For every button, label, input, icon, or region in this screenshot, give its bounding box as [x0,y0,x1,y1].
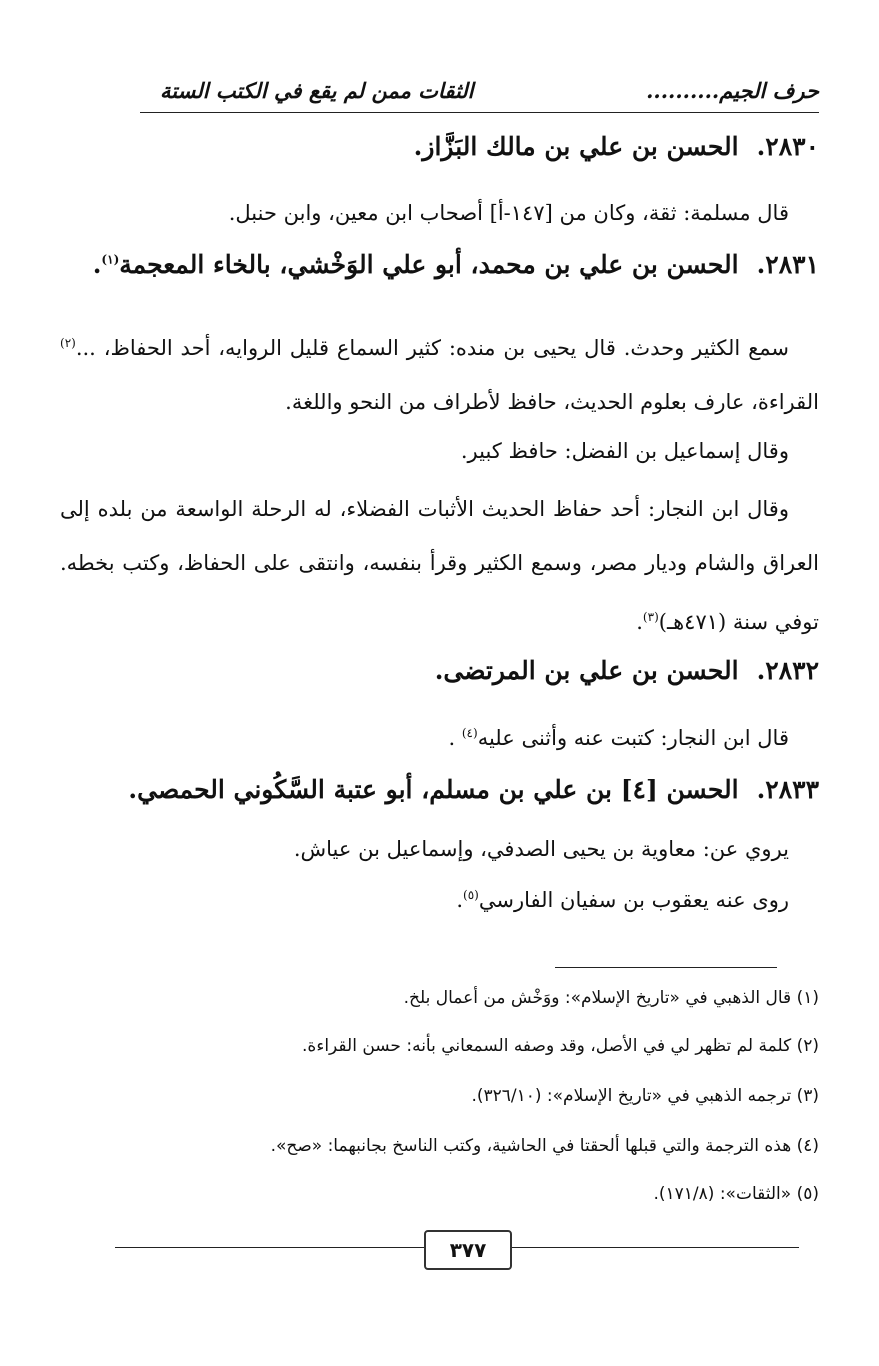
paragraph-text: . [636,610,643,634]
page-number: ٣٧٧ [424,1230,512,1270]
entry-number: ٢٨٣٣. [756,775,819,804]
paragraph-text: قال ابن النجار: كتبت عنه وأثنى عليه [477,726,789,750]
paragraph-text: . [448,726,462,750]
footnote-ref: (١) [101,252,120,267]
footnote-2: (٢) كلمة لم تظهر لي في الأصل، وقد وصفه السمعاني بأنه: حسن القراءة. [302,1036,819,1056]
entry-title-end: . [92,250,102,279]
entry-heading-2831 [92,250,819,279]
footnote-ref: (٥) [463,888,479,902]
header-divider [140,112,819,113]
entry-title: الحسن بن علي بن المرتضى. [434,656,739,685]
footnote-divider [555,967,777,968]
footnote-ref: (٤) [461,726,478,740]
entry-title: الحسن بن علي بن مالك البَزَّاز. [413,132,739,161]
paragraph-text: سمع الكثير وحدث. قال يحيى بن منده: كثير السماع قليل الروايه، أحد الحفاظ، ... [75,336,789,360]
entry-heading-2830 [100,132,819,161]
paragraph-text: القراءة، عارف بعلوم الحديث، حافظ لأطراف من النحو واللغة. [285,390,819,414]
footnote-5: (٥) «الثقات»: (١٧١/٨). [653,1184,819,1204]
header-chapter: حرف الجيم.......... [646,77,819,103]
entry-heading-2832 [100,656,819,685]
paragraph-2833-b [60,868,819,927]
header-book-title: الثقات ممن لم يقع في الكتب الستة [160,77,474,103]
paragraph-2830: قال مسلمة: ثقة، وكان من [١٤٧-أ] أصحاب ابن معين، وابن حنبل. [228,201,789,225]
entry-title: الحسن بن علي بن محمد، أبو علي الوَخْشي، بالخاء المعجمة [119,250,739,279]
paragraph-2833-a: يروي عن: معاوية بن يحيى الصدفي، وإسماعيل بن عياش. [293,837,789,861]
paragraph-text: روى عنه يعقوب بن سفيان الفارسي [478,888,789,912]
entry-number: ٢٨٣٢. [756,656,819,685]
footnote-ref: (٣) [642,610,659,624]
entry-number: ٢٨٣١. [756,250,819,279]
paragraph-2831-b: وقال إسماعيل بن الفضل: حافظ كبير. [460,439,789,463]
entry-title: الحسن [٤] بن علي بن مسلم، أبو عتبة السَّكُوني الحمصي. [128,775,739,804]
entry-number: ٢٨٣٠. [756,132,819,161]
entry-heading-2833 [100,775,819,804]
footnote-ref: (٢) [60,336,76,350]
paragraph-2832 [60,706,819,765]
footnote-3: (٣) ترجمه الذهبي في «تاريخ الإسلام»: (٣٢٦/١٠). [471,1086,819,1106]
footnote-4: (٤) هذه الترجمة والتي قبلها ألحقتا في الحاشية، وكتب الناسخ بجانبهما: «صح». [270,1136,819,1156]
paragraph-text: وقال ابن النجار: أحد حفاظ الحديث الأثبات الفضلاء، له الرحلة الواسعة من بلده إلى العراق والشام وديار مصر، وسمع الكثير وقرأ بنفسه، وانتقى على الحفاظ، وكتب بخطه. توفي سنة (٤٧١هـ) [60,497,819,634]
paragraph-2831-a [60,316,819,429]
footnote-1: (١) قال الذهبي في «تاريخ الإسلام»: ووَخْش من أعمال بلخ. [403,988,819,1008]
paragraph-2831-c [60,482,819,649]
running-header [160,70,819,110]
paragraph-text: . [456,888,464,912]
